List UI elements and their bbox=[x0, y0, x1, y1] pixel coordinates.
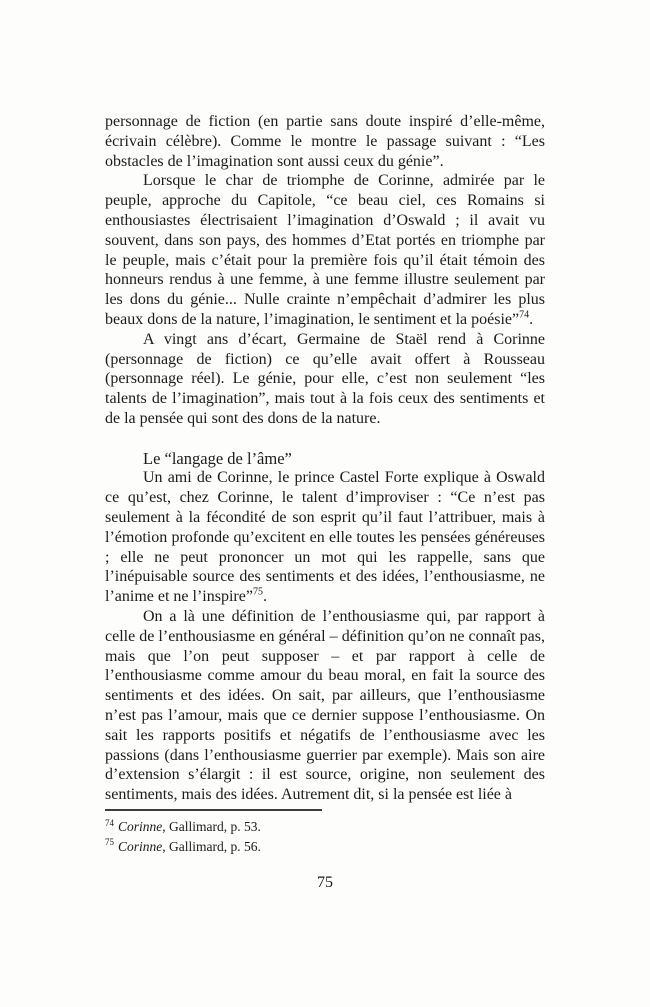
paragraph-text: Lorsque le char de triomphe de Corinne, admirée par le peuple, approche du Capitole, “ce beau ciel, ces Romains si enthousiastes électrisaient l’imagination d’Oswald ; il avait vu souvent, dans son pays, des hommes d’Etat portés en triomphe par le peuple, mais c’était pour la première fois qu’il était témoin des honneurs rendus à une femme, à une femme illustre seulement par les dons du génie... Nulle crainte n’empêchait d’admirer les plus beaux dons de la nature, l’imagination, le sentiment et la poésie” bbox=[105, 172, 545, 328]
footnote-75 bbox=[105, 837, 545, 857]
footnote-detail: , Gallimard, p. 56. bbox=[162, 838, 261, 854]
paragraph-text-tail: . bbox=[262, 588, 267, 606]
paragraph-triumph bbox=[105, 171, 545, 329]
paragraph-text: personnage de fiction (en partie sans doute inspiré d’elle-même, écrivain célèbre). Comme le montre le passage suivant : “Les obstacles de l’imagination sont aussi ceux du génie”. bbox=[105, 113, 545, 170]
paragraph-text-tail: . bbox=[529, 310, 534, 328]
footnote-work-title: Corinne bbox=[118, 838, 163, 854]
footnote-ref-74: 74 bbox=[519, 309, 530, 321]
paragraph-continuation bbox=[105, 112, 545, 171]
section-heading: Le “langage de l’âme” bbox=[143, 448, 292, 468]
footnote-detail: , Gallimard, p. 53. bbox=[162, 819, 261, 834]
footnote-74 bbox=[105, 817, 545, 837]
footnote-marker: 74 bbox=[105, 817, 114, 828]
footnote-ref-75: 75 bbox=[252, 586, 263, 598]
text-block bbox=[105, 112, 545, 805]
paragraph-definition bbox=[105, 607, 545, 805]
paragraph-vingt-ans bbox=[105, 330, 545, 429]
footnote-work-title: Corinne bbox=[118, 819, 163, 834]
footnote-rule bbox=[105, 809, 322, 811]
page-number: 75 bbox=[317, 874, 333, 891]
footnotes-section bbox=[105, 809, 545, 856]
footnote-marker: 75 bbox=[105, 837, 114, 847]
paragraph-castel-forte bbox=[105, 468, 545, 607]
paragraph-text: Un ami de Corinne, le prince Castel Forte explique à Oswald ce qu’est, chez Corinne, le talent d’improviser : “Ce n’est pas seulement à la fécondité de son esprit qu’il faut l’attribuer, mais à l’émotion profonde qu’excitent en elle toutes les pensées généreuses ; elle ne peut prononcer un mot qui les rappelle, sans que l’inépuisable source des sentiments et des idées, l’enthousiasme, ne l’anime et ne l’inspire” bbox=[105, 469, 545, 606]
paragraph-text: On a là une définition de l’enthousiasme qui, par rapport à celle de l’enthousiasme en général – définition qu’on ne connaît pas, mais que l’on peut supposer – et par rapport à celle de l’enthousiasme comme amour du beau moral, en fait la source des sentiments et des idées. On sait, par ailleurs, que l’enthousiasme n’est pas l’amour, mais que ce dernier suppose l’enthousiasme. On sait les rapports positifs et négatifs de l’enthousiasme avec les passions (dans l’enthousiasme guerrier par exemple). Mais son aire d’extension s’élargit : il est source, origine, non seulement des sentiments, mais des idées. Autrement dit, si la pensée est liée à bbox=[105, 607, 545, 804]
paragraph-text: A vingt ans d’écart, Germaine de Staël rend à Corinne (personnage de fiction) ce qu’elle avait offert à Rousseau (personnage réel). Le génie, pour elle, c’est non seulement “les talents de l’imagination”, mais tout à la fois ceux des sentiments et de la pensée qui sont des dons de la nature. bbox=[105, 330, 545, 427]
